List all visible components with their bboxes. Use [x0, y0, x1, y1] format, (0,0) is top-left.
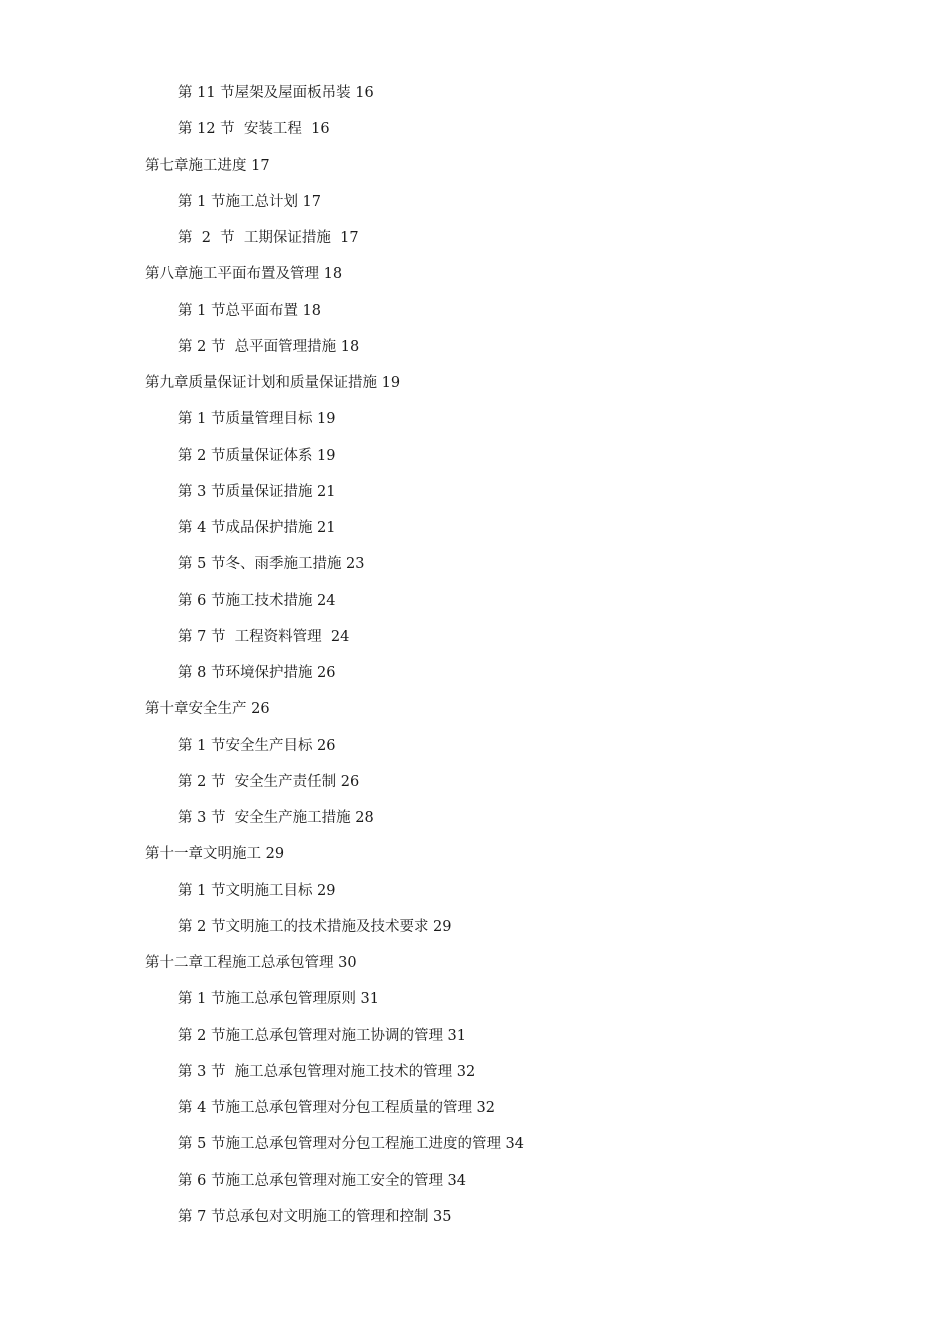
- toc-section-entry: 第 2 节质量保证体系 19: [178, 447, 336, 464]
- toc-section-entry: 第 2 节施工总承包管理对施工协调的管理 31: [178, 1027, 467, 1044]
- toc-section-entry: 第 1 节文明施工目标 29: [178, 882, 336, 899]
- toc-chapter-entry: 第十一章文明施工 29: [145, 846, 285, 863]
- table-of-contents: [0, 80, 950, 1240]
- toc-section-entry: 第 4 节施工总承包管理对分包工程质量的管理 32: [178, 1100, 496, 1116]
- toc-section-entry: 第 11 节屋架及屋面板吊装 16: [178, 85, 374, 101]
- toc-section-entry: 第 6 节施工总承包管理对施工安全的管理 34: [178, 1172, 467, 1189]
- toc-section-entry: 第 3 节质量保证措施 21: [178, 483, 336, 500]
- toc-chapter-entry: 第九章质量保证计划和质量保证措施 19: [145, 375, 401, 391]
- toc-section-entry: 第 8 节环境保护措施 26: [178, 665, 336, 681]
- toc-chapter-entry: 第七章施工进度 17: [145, 157, 270, 174]
- toc-section-entry: 第 5 节施工总承包管理对分包工程施工进度的管理 34: [178, 1136, 525, 1153]
- toc-section-entry: 第 2 节文明施工的技术措施及技术要求 29: [178, 918, 452, 935]
- toc-section-entry: 第 4 节成品保护措施 21: [178, 520, 336, 536]
- toc-section-entry: 第 7 节 工程资料管理 24: [178, 628, 350, 645]
- toc-section-entry: 第 2 节 总平面管理措施 18: [178, 338, 360, 355]
- toc-chapter-entry: 第八章施工平面布置及管理 18: [145, 266, 343, 283]
- toc-section-entry: 第 1 节总平面布置 18: [178, 302, 322, 319]
- toc-section-entry: 第 3 节 施工总承包管理对施工技术的管理 32: [178, 1063, 476, 1080]
- toc-section-entry: 第 1 节施工总承包管理原则 31: [178, 991, 380, 1008]
- toc-section-entry: 第 5 节冬、雨季施工措施 23: [178, 556, 365, 573]
- toc-section-entry: 第 1 节质量管理目标 19: [178, 411, 336, 428]
- toc-section-entry: 第 3 节 安全生产施工措施 28: [178, 810, 374, 826]
- toc-section-entry: 第 6 节施工技术措施 24: [178, 592, 336, 609]
- toc-section-entry: 第 2 节 工期保证措施 17: [178, 230, 359, 246]
- toc-section-entry: 第 1 节安全生产目标 26: [178, 737, 336, 754]
- toc-chapter-entry: 第十章安全生产 26: [145, 701, 270, 718]
- toc-section-entry: 第 7 节总承包对文明施工的管理和控制 35: [178, 1208, 452, 1225]
- toc-section-entry: 第 2 节 安全生产责任制 26: [178, 773, 360, 790]
- toc-chapter-entry: 第十二章工程施工总承包管理 30: [145, 955, 357, 971]
- toc-section-entry: 第 12 节 安装工程 16: [178, 121, 330, 138]
- toc-section-entry: 第 1 节施工总计划 17: [178, 193, 322, 210]
